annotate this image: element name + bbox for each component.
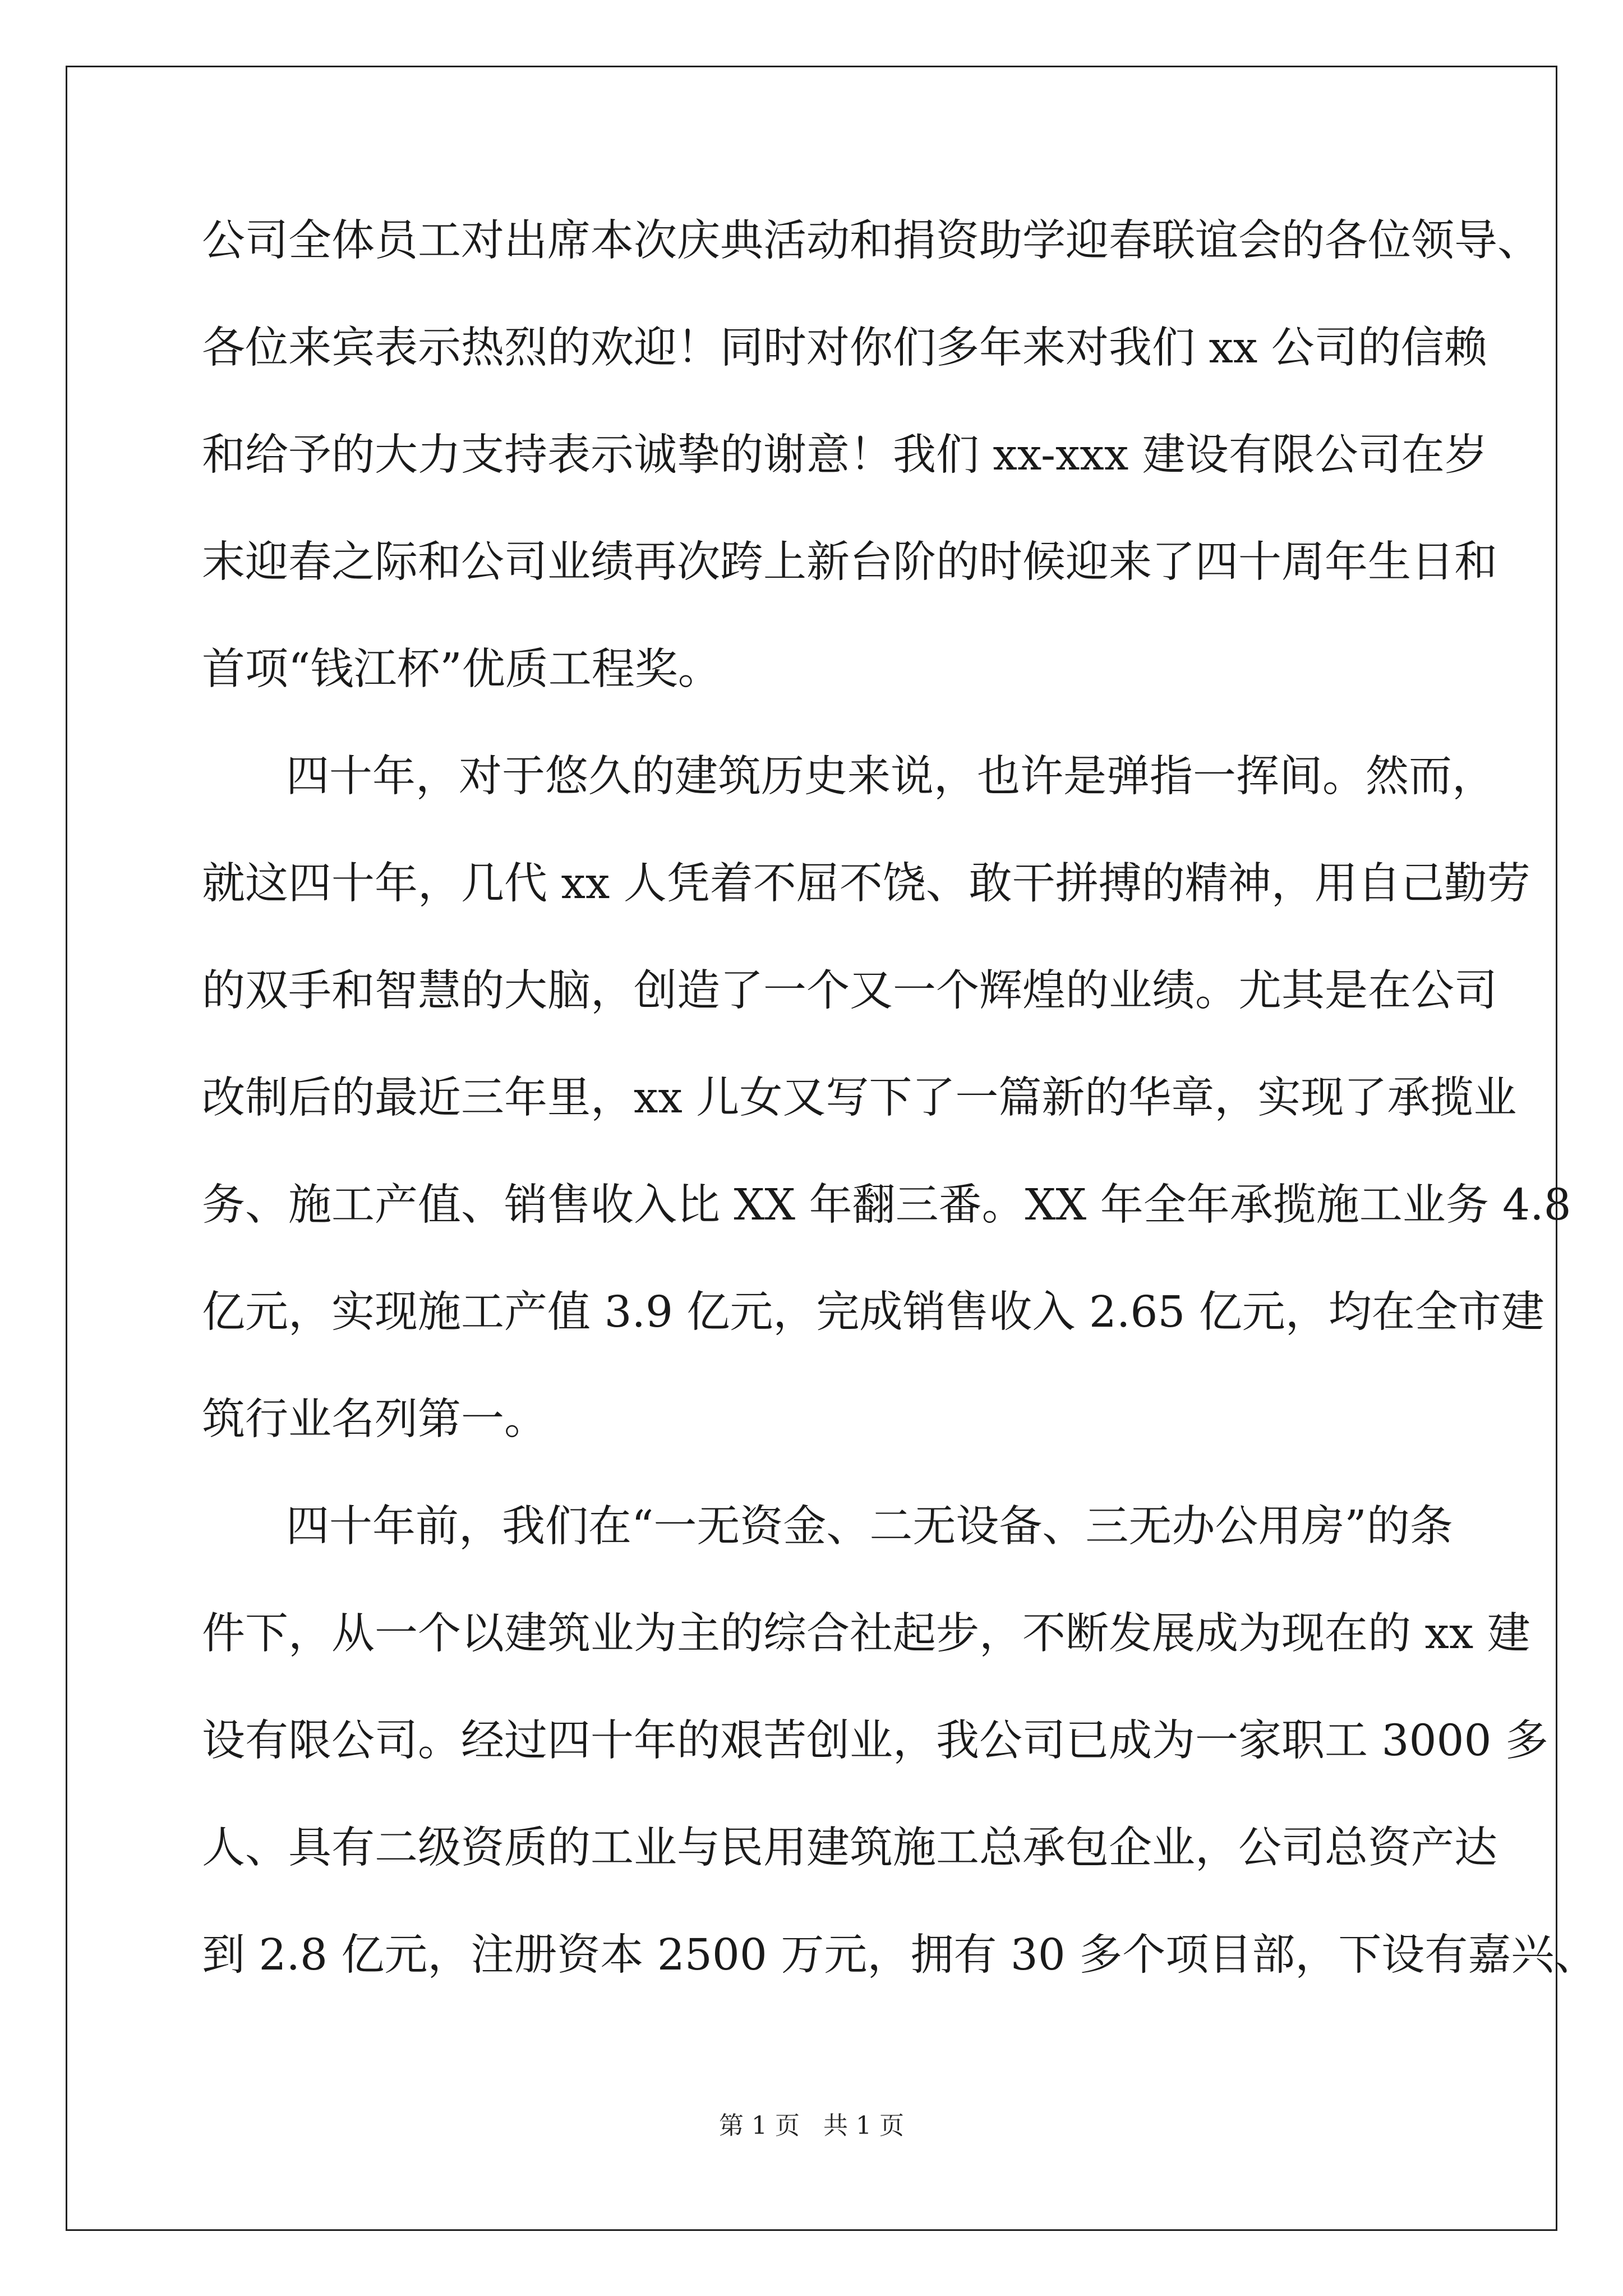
text-line: 公司全体员工对出席本次庆典活动和捐资助学迎春联谊会的各位领导、 [202,216,1541,266]
paragraph-first-line: 四十年前，我们在“一无资金、二无设备、三无办公用房”的条 [286,1502,1453,1552]
page-number-current: 第 1 页 [719,2111,800,2140]
text-line: 件下，从一个以建筑业为主的综合社起步，不断发展成为现在的 xx 建 [202,1609,1530,1659]
text-line: 筑行业名列第一。 [202,1395,547,1444]
text-line: 务、施工产值、销售收入比 XX 年翻三番。XX 年全年承揽施工业务 4.8 [202,1180,1571,1230]
text-line: 首项“钱江杯”优质工程奖。 [202,645,721,694]
text-line: 设有限公司。经过四十年的艰苦创业，我公司已成为一家职工 3000 多 [202,1716,1548,1766]
text-line: 就这四十年，几代 xx 人凭着不屈不饶、敢干拼搏的精神，用自己勤劳 [202,859,1530,909]
paragraph-first-line: 四十年，对于悠久的建筑历史来说，也许是弹指一挥间。然而， [286,752,1495,802]
page-border [66,66,1598,2231]
text-line: 人、具有二级资质的工业与民用建筑施工总承包企业，公司总资产达 [202,1823,1497,1873]
text-line: 末迎春之际和公司业绩再次跨上新台阶的时候迎来了四十周年生日和 [202,537,1497,587]
text-line: 和给予的大力支持表示诚挚的谢意！我们 xx-xxx 建设有限公司在岁 [202,430,1488,480]
page-footer [0,2109,1623,2143]
page-number-total: 共 1 页 [823,2111,904,2140]
text-line: 的双手和智慧的大脑，创造了一个又一个辉煌的业绩。尤其是在公司 [202,966,1497,1016]
text-line: 亿元，实现施工产值 3.9 亿元，完成销售收入 2.65 亿元，均在全市建 [202,1287,1544,1337]
text-line: 改制后的最近三年里，xx 儿女又写下了一篇新的华章，实现了承揽业 [202,1073,1517,1123]
text-line: 各位来宾表示热烈的欢迎！同时对你们多年来对我们 xx 公司的信赖 [202,323,1487,373]
text-line: 到 2.8 亿元，注册资本 2500 万元，拥有 30 多个项目部，下设有嘉兴、 [202,1930,1598,1980]
